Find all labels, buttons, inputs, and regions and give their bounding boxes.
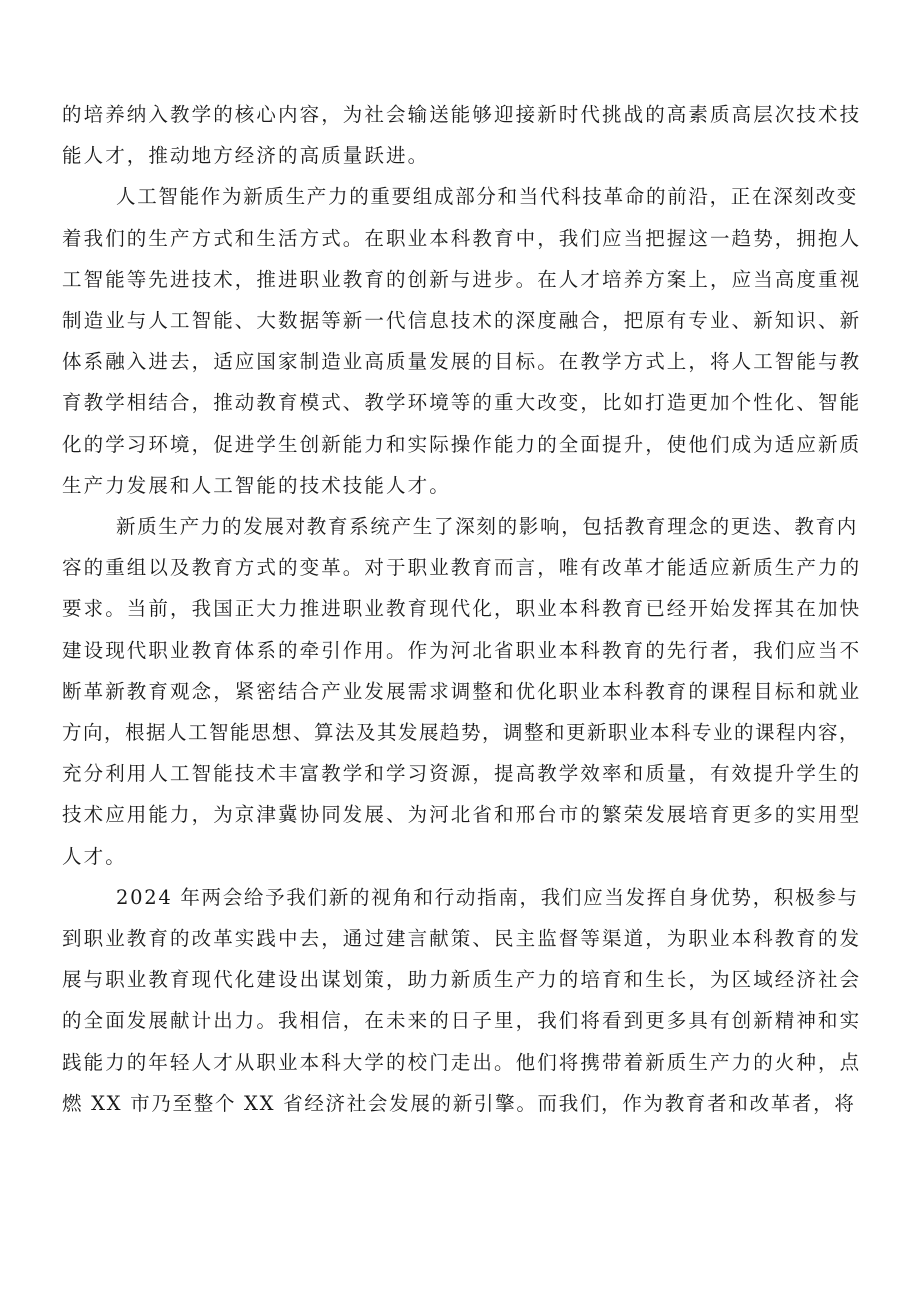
text-line: 生产力发展和人工智能的技术技能人才。 [62,473,451,497]
text-line: 建设现代职业教育体系的牵引作用。作为河北省职业本科教育的先行者，我们应当不 [62,638,862,662]
text-line: 的全面发展献计出力。我相信，在未来的日子里，我们将看到更多具有创新精神和实 [62,1009,862,1033]
text-line: 育教学相结合，推动教育模式、教学环境等的重大改变，比如打造更加个性化、智能 [62,391,862,415]
text-line: 践能力的年轻人才从职业本科大学的校门走出。他们将携带着新质生产力的火种，点 [62,1050,862,1074]
text-line: 着我们的生产方式和生活方式。在职业本科教育中，我们应当把握这一趋势，拥抱人 [62,226,862,250]
text-line: 工智能等先进技术，推进职业教育的创新与进步。在人才培养方案上，应当高度重视 [62,267,862,291]
text-line: 的培养纳入教学的核心内容，为社会输送能够迎接新时代挑战的高素质高层次技术技 [62,103,862,126]
text-line: 方向，根据人工智能思想、算法及其发展趋势，调整和更新职业本科专业的课程内容， [62,721,861,745]
text-line: 化的学习环境，促进学生创新能力和实际操作能力的全面提升，使他们成为适应新质 [62,432,862,456]
text-line: 容的重组以及教育方式的变革。对于职业教育而言，唯有改革才能适应新质生产力的 [62,556,862,580]
text-line: 能人才，推动地方经济的高质量跃进。 [62,144,430,168]
text-line: 新质生产力的发展对教育系统产生了深刻的影响，包括教育理念的更迭、教育内 [116,515,859,539]
text-line: 断革新教育观念，紧密结合产业发展需求调整和优化职业本科教育的课程目标和就业 [62,679,862,703]
text-line: 制造业与人工智能、大数据等新一代信息技术的深度融合，把原有专业、新知识、新 [62,309,862,333]
text-line: 人工智能作为新质生产力的重要组成部分和当代科技革命的前沿，正在深刻改变 [116,185,859,209]
document-body [62,94,860,1124]
text-line: 充分利用人工智能技术丰富教学和学习资源，提高教学效率和质量，有效提升学生的 [62,762,862,786]
text-line: 技术应用能力，为京津冀协同发展、为河北省和邢台市的繁荣发展培育更多的实用型 [62,803,862,827]
paragraph-1 [62,94,860,176]
text-line: 体系融入进去，适应国家制造业高质量发展的目标。在教学方式上，将人工智能与教 [62,350,862,374]
paragraph-3 [62,506,860,877]
text-line: 燃 XX 市乃至整个 XX 省经济社会发展的新引擎。而我们，作为教育者和改革者，将 [62,1091,856,1115]
text-line: 2024 年两会给予我们新的视角和行动指南，我们应当发挥自身优势，积极参与 [116,885,859,909]
text-line: 展与职业教育现代化建设出谋划策，助力新质生产力的培育和生长，为区域经济社会 [62,968,862,992]
paragraph-4 [62,877,860,1124]
text-line: 到职业教育的改革实践中去，通过建言献策、民主监督等渠道，为职业本科教育的发 [62,927,862,951]
text-line: 要求。当前，我国正大力推进职业教育现代化，职业本科教育已经开始发挥其在加快 [62,597,862,621]
text-line: 人才。 [62,844,127,868]
paragraph-2 [62,176,860,506]
